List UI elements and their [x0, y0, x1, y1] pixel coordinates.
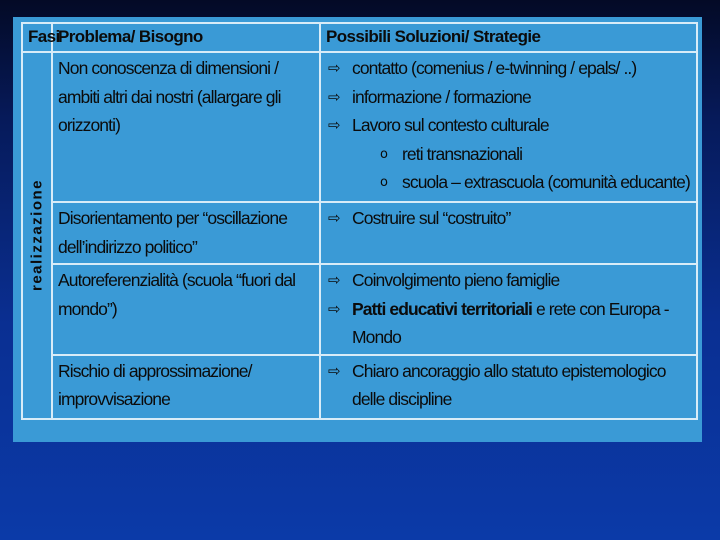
soluzioni-cell — [320, 355, 697, 419]
header-row — [22, 23, 697, 52]
fase-cell — [22, 52, 52, 419]
solution-item: ⇨ contatto (comenius / e-twinning / epals/ ..) — [326, 54, 691, 83]
solution-item: ⇨ informazione / formazione — [326, 83, 691, 112]
arrow-right-outline-icon: ⇨ — [328, 87, 341, 106]
sub-solution-item: o scuola – extrascuola (comunità educante) — [326, 168, 691, 197]
solution-item: ⇨ Lavoro sul contesto culturale — [326, 111, 691, 140]
header-problema: Problema/ Bisogno — [52, 23, 320, 52]
fase-label: realizzazione — [28, 179, 46, 292]
problema-cell: Disorientamento per “oscillazione dell’indirizzo politico” — [52, 202, 320, 264]
problema-cell: Autoreferenzialità (scuola “fuori dal mondo”) — [52, 264, 320, 355]
solution-item: ⇨ Patti educativi territoriali e rete con Europa - Mondo — [326, 295, 691, 352]
header-soluzioni: Possibili Soluzioni/ Strategie — [320, 23, 697, 52]
table-row — [22, 52, 697, 202]
soluzioni-cell — [320, 264, 697, 355]
table-row — [22, 202, 697, 264]
arrow-right-outline-icon: ⇨ — [328, 59, 341, 77]
solution-item: ⇨ Costruire sul “costruito” — [326, 204, 691, 233]
arrow-right-outline-icon: ⇨ — [328, 271, 341, 289]
table-row — [22, 264, 697, 355]
arrow-right-outline-icon: ⇨ — [328, 116, 341, 134]
solution-item: ⇨ Coinvolgimento pieno famiglie — [326, 266, 691, 295]
soluzioni-cell — [320, 52, 697, 202]
soluzioni-cell — [320, 202, 697, 264]
problema-cell: Rischio di approssimazione/ improvvisazione — [52, 355, 320, 419]
header-fasi: Fasi — [22, 23, 52, 52]
strategy-table — [21, 22, 698, 420]
sub-solution-item: o reti transnazionali — [326, 140, 691, 169]
circle-bullet-icon: o — [380, 146, 388, 162]
table-row — [22, 355, 697, 419]
circle-bullet-icon: o — [380, 175, 388, 190]
bold-solution-text: Patti educativi territoriali — [352, 298, 532, 319]
problema-cell: Non conoscenza di dimensioni / ambiti altri dai nostri (allargare gli orizzonti) — [52, 52, 320, 202]
arrow-right-outline-icon: ⇨ — [328, 209, 341, 227]
arrow-right-outline-icon: ⇨ — [328, 361, 341, 380]
arrow-right-outline-icon: ⇨ — [328, 299, 341, 318]
solution-item: ⇨ Chiaro ancoraggio allo statuto epistemologico delle discipline — [326, 357, 691, 414]
